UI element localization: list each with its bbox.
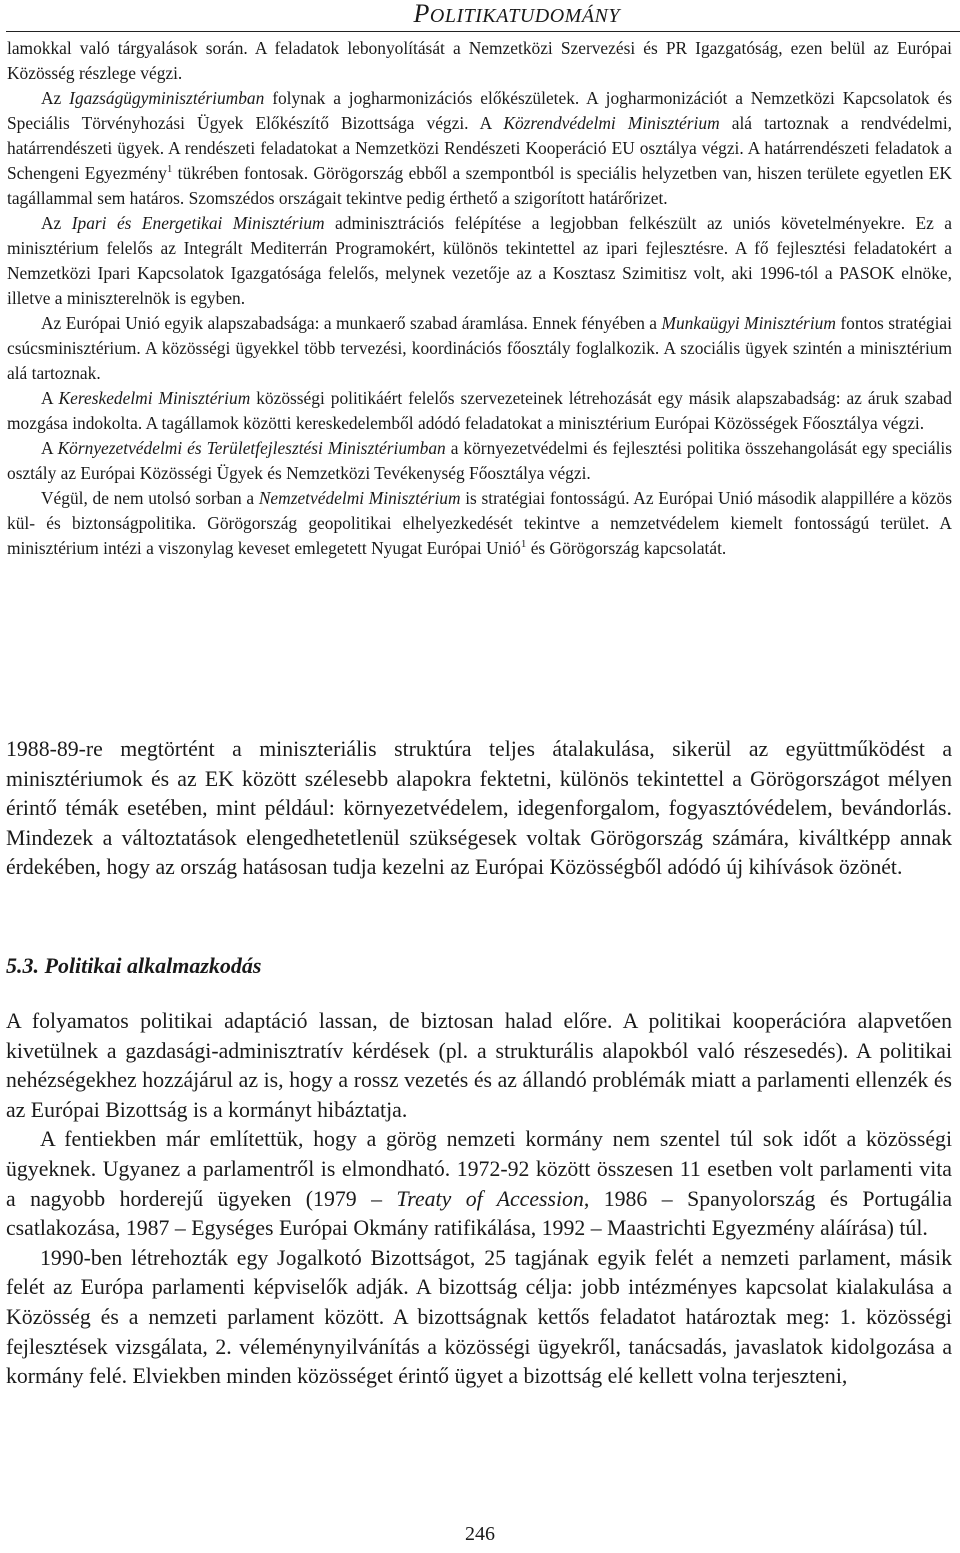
footnote-paragraph: Az Igazságügyminisztériumban folynak a jogharmonizációs előkészületek. A jogharmonizációt a Nemzetközi Kapcsolatok és Speciális Törvényhozási Ügyek Előkészítő Bizottsága végzi. A Közrendvédelmi Minisztérium alá tartoznak a rendvédelmi, határrendészeti ügyek. A rendészeti feladatokat a Nemzetközi Rendészeti Kooperáció EU osztálya végzi. A határrendészeti feladatok a Schengeni Egyezmény$^1$ tükrében fontosak. Görögország ebből a szempontból is speciális helyzetben van, hiszen területe egyetlen EK tagállammal sem határos. Szomszédos országait tekintve pedig érthető a szigorított határőrizet. xyxy=(7,88,952,208)
running-head-rest: OLITIKATUDOMÁNY xyxy=(429,5,620,27)
body-paragraph: 1990-ben létrehozták egy Jogalkotó Bizottságot, 25 tagjának egyik felét a nemzeti parlament, másik felét az Európa parlamenti képviselők adják. A bizottság célja: jobb intézményes kapcsolat kialakulása a Közösség és a nemzeti parlament között. A bizottságnak kettős feladatot határoztak meg: 1. közösségi fejlesztések vizsgálata, 2. véleménynyilvánítás a közösségi ügyekről, tanácsadás, javaslatok kidolgozása a kormány felé. Elviekben minden közösséget érintő ügyet a bizottság elé kellett volna terjeszteni, xyxy=(6,1245,952,1389)
body-paragraph: A folyamatos politikai adaptáció lassan, de biztosan halad előre. A politikai kooperációra alapvetően kivetülnek a gazdasági-adminisztratív kérdések (pl. a strukturális alapokból való részesedés). A politikai nehézségekhez hozzájárul az is, hogy a rossz vezetés és az állandó problémák miatt a parlamenti ellenzék és az Európai Bizottság is a kormányt hibáztatja. xyxy=(6,1009,952,1122)
footnote-paragraph: lamokkal való tárgyalások során. A feladatok lebonyolítását a Nemzetközi Szervezési és PR Igazgatóság, ezen belül az Európai Közösség részlege végzi. xyxy=(7,38,952,83)
ministry-name: Munkaügyi Minisztérium xyxy=(661,313,836,333)
ministry-name: Kereskedelmi Minisztérium xyxy=(58,388,251,408)
running-head-initial: P xyxy=(413,0,430,28)
footnote-marker: 1 xyxy=(166,163,173,176)
body-paragraph: 1988-89-re megtörtént a miniszteriális struktúra teljes átalakulása, sikerül az együttműködést a minisztériumok és az EK között szélesebb alapokra fektetni, különös tekintettel a Görögországot mélyen érintő témák esetében, mint például: környezetvédelem, idegenforgalom, fogyasztóvédelem, bevándorlás. Mindezek a változtatások elengedhetetlenül szükségesek voltak Görögország számára, kiváltképp annak érdekében, hogy az ország hatásosan tudja kezelni az Európai Közösségből adódó új kihívások özönét. xyxy=(6,737,952,880)
footnote-paragraph: A Kereskedelmi Minisztérium közösségi politikáért felelős szervezeteinek létrehozását egy másik alapszabadság: az áruk szabad mozgása indokolta. A tagállamok közötti kereskedelemből adódó feladatokat a minisztérium Európai Közösségek Főosztálya végzi. xyxy=(7,388,952,433)
footnote-paragraph: Az Európai Unió egyik alapszabadsága: a munkaerő szabad áramlása. Ennek fényében a Munkaügyi Minisztérium fontos stratégiai csúcsminisztérium. A közösségi ügyekkel több tervezési, koordinációs főosztály foglalkozik. A szociális ügyek szintén a minisztérium alá tartoznak. xyxy=(7,313,952,383)
section-heading: 5.3. Politikai alkalmazkodás xyxy=(6,953,262,978)
body-text xyxy=(6,735,952,883)
footnote-block xyxy=(7,36,952,561)
ministry-name: Ipari és Energetikai Minisztérium xyxy=(71,213,325,233)
footnote-paragraph: Végül, de nem utolsó sorban a Nemzetvédelmi Minisztérium is stratégiai fontosságú. Az Európai Unió második alappillére a közös kül- és biztonságpolitika. Görögország geopolitikai elhelyezkedését tekintve a nemzetvédelem kiemelt fontosságú terület. A minisztérium intézi a viszonylag keveset emlegetett Nyugat Európai Unió$^1$ és Görögország kapcsolatát. xyxy=(7,488,953,558)
ministry-name: Nemzetvédelmi Minisztérium xyxy=(258,488,461,508)
page-number: 246 xyxy=(465,1523,495,1545)
footnote-marker: 1 xyxy=(520,538,527,551)
footnote-paragraph: A Környezetvédelmi és Területfejlesztési Minisztériumban a környezetvédelmi és fejlesztési politika összehangolását egy speciális osztály az Európai Közösségi Ügyek és Nemzetközi Tevékenység Főosztálya végzi. xyxy=(7,438,952,483)
ministry-name: Igazságügyminisztériumban xyxy=(69,88,265,108)
treaty-name: Treaty of Accession xyxy=(396,1186,584,1211)
footnote-paragraph: Az Ipari és Energetikai Minisztérium adminisztrációs felépítése a legjobban felkészült az uniós követelményekre. Ez a minisztérium felelős az Integrált Mediterrán Programokért, különös tekintettel az ipari fejlesztésre. A fő fejlesztési feladatokért a Nemzetközi Ipari Kapcsolatok Igazgatósága felelős, melynek vezetője az a Kosztasz Szimitisz volt, aki 1996-tól a PASOK elnöke, illetve a miniszterelnök is egyben. xyxy=(7,213,952,308)
ministry-name: Környezetvédelmi és Területfejlesztési Minisztériumban xyxy=(57,438,446,458)
ministry-name: Közrendvédelmi Minisztérium xyxy=(503,113,720,133)
running-head xyxy=(413,0,620,29)
section-body xyxy=(6,1007,952,1392)
header-rule xyxy=(6,31,960,32)
body-paragraph: A fentiekben már említettük, hogy a görög nemzeti kormány nem szentel túl sok időt a közösségi ügyeknek. Ugyanez a parlamentről is elmondható. 1972-92 között összesen 11 esetben volt parlamenti vita a nagyobb horderejű ügyeken (1979 – Treaty of Accession, 1986 – Spanyolország és Portugália csatlakozása, 1987 – Egységes Európai Okmány ratifikálása, 1992 – Maastrichti Egyezmény aláírása) túl. xyxy=(6,1127,952,1241)
